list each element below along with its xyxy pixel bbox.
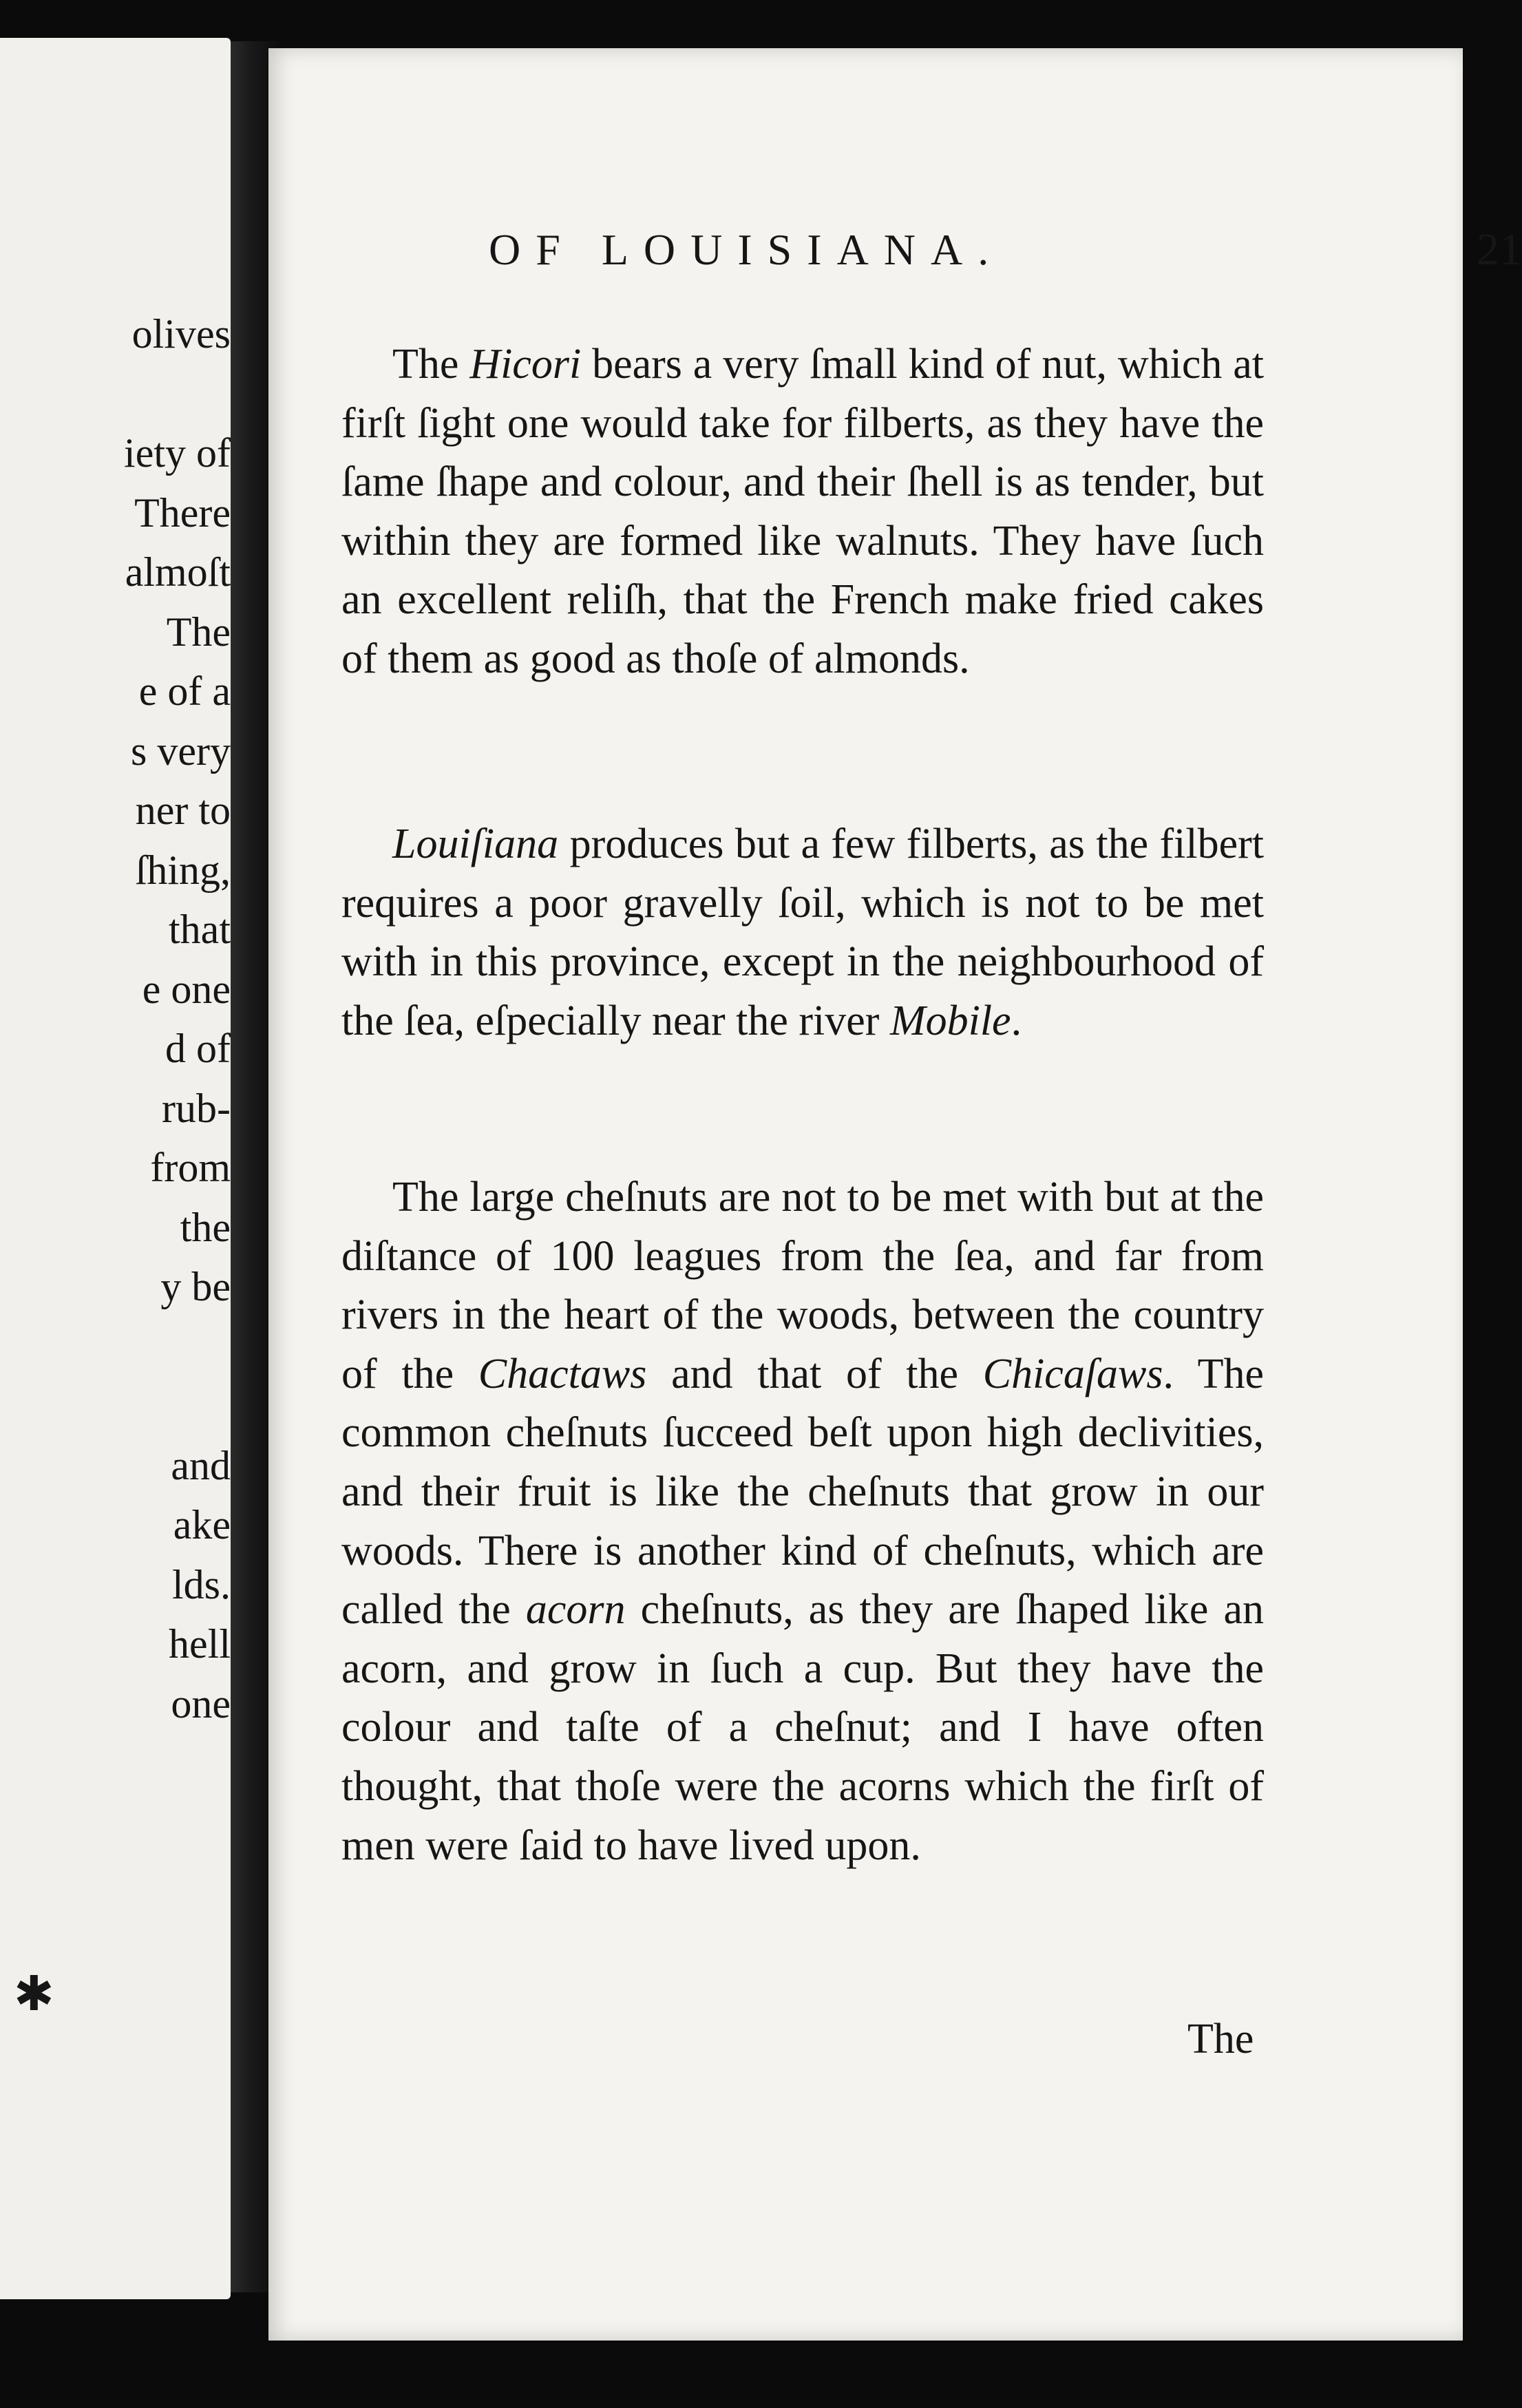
previous-page-line: e one	[142, 966, 231, 1012]
page-number: 21	[1477, 224, 1522, 275]
previous-page-line: ake	[173, 1502, 231, 1548]
previous-page-line: olives	[131, 311, 231, 357]
para1-text: The	[392, 341, 470, 388]
previous-page-line: lds.	[171, 1561, 231, 1607]
previous-page-line: from	[150, 1145, 231, 1190]
previous-page-line: There	[134, 489, 231, 536]
catchword: The	[1187, 2016, 1254, 2062]
para3-term-acorn: acorn	[525, 1586, 626, 1634]
previous-page-line: rub-	[162, 1085, 231, 1131]
para2-term-mobile: Mobile	[889, 997, 1011, 1044]
paragraph-filberts	[341, 815, 1264, 1050]
ink-blot-icon: ✱	[14, 1968, 54, 2021]
para1-text: bears a very ſmall kind of nut, which at firſt ſight one would take for filberts, as they have the ſame ſhape and colour, and their ſhell is as tender, but within they are formed like walnuts. They have ſuch an excellent reliſh, that the French make fried cakes of them as good as thoſe of almonds.	[341, 341, 1265, 682]
previous-page-line: and	[171, 1442, 231, 1488]
paragraph-chesnuts	[341, 1168, 1264, 1875]
previous-page-line: hell	[169, 1621, 231, 1667]
previous-page-line: ner to	[135, 788, 231, 833]
para2-text-end: .	[1011, 997, 1022, 1044]
previous-page-fragment	[0, 38, 231, 2299]
previous-page-line: one	[171, 1680, 231, 1726]
previous-page-line: that	[169, 907, 231, 952]
paragraph-hicori	[341, 335, 1264, 689]
previous-page-line: e of a	[138, 668, 231, 714]
previous-page-line: d of	[165, 1026, 231, 1071]
para3-text: . The common cheſnuts ſucceed beſt upon high declivities, and their fruit is like the cheſnuts that grow in our woods. There is another kind of cheſnuts, which are called the	[341, 1350, 1264, 1634]
para3-text: and that of the	[646, 1350, 983, 1397]
running-head	[489, 212, 1522, 288]
previous-page-line: The	[166, 609, 231, 655]
previous-page-line: almoſt	[125, 549, 231, 595]
previous-page-line: y be	[160, 1264, 231, 1309]
para3-term-chicasaws: Chicaſaws	[982, 1350, 1163, 1397]
previous-page-line: the	[180, 1204, 231, 1250]
page-21	[268, 48, 1522, 2341]
previous-page-line: ſhing,	[135, 847, 231, 893]
para2-text: produces but a few filberts, as the filbert requires a poor gravelly ſoil, which is not to be met with in this province, except in the neighbourhood of the ſea, eſpecially near the river	[341, 821, 1264, 1044]
para2-term-louisiana: Louiſiana	[392, 821, 559, 867]
running-head-title: OF LOUISIANA.	[489, 225, 1004, 274]
para1-term-hicori: Hicori	[469, 341, 582, 388]
para3-text-end: cheſnuts, as they are ſhaped like an acorn, and grow in ſuch a cup. But they have the colour and taſte of a cheſnut; and I have often thought, that thoſe were the acorns which the firſt of men were ſaid to have lived upon.	[341, 1586, 1264, 1869]
para3-term-chactaws: Chactaws	[478, 1350, 647, 1397]
previous-page-line: iety of	[124, 430, 231, 476]
previous-page-line: s very	[131, 728, 231, 774]
para3-text: The large cheſnuts are not to be met with but at the diſtance of 100 leagues from the ſea, and far from rivers in the heart of the woods, between the country of the	[341, 1174, 1264, 1397]
